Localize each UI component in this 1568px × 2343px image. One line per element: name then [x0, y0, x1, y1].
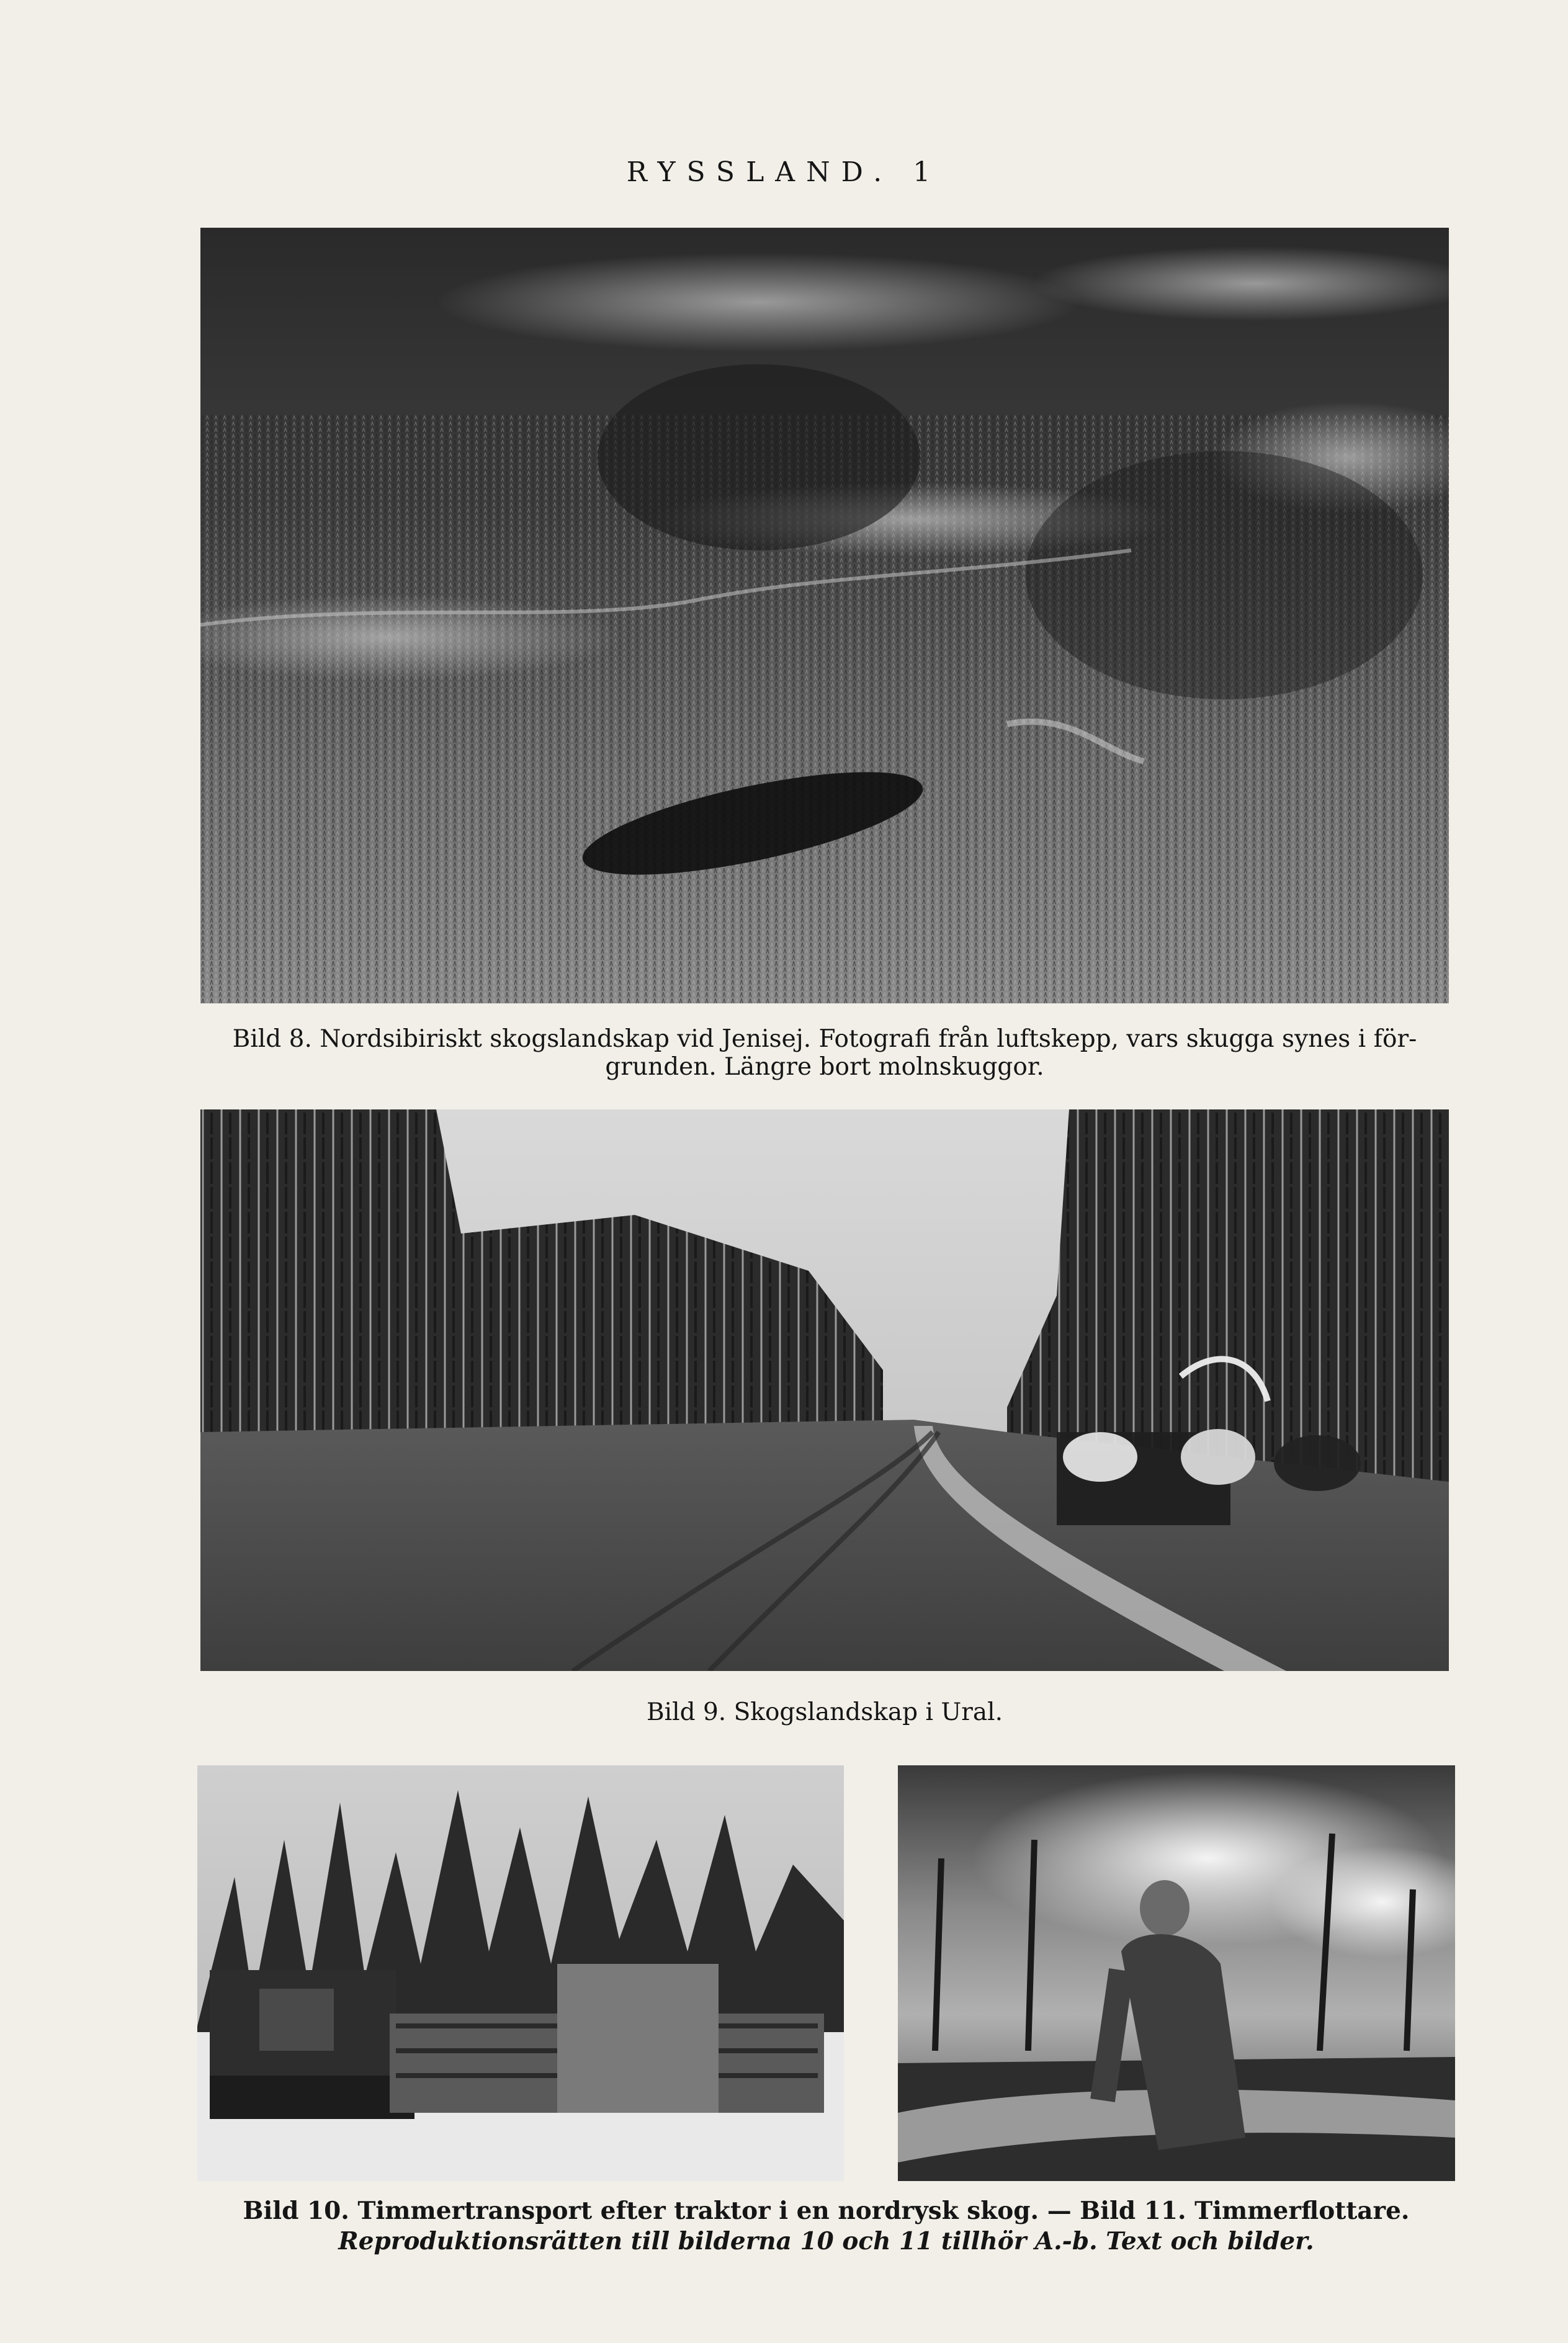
caption-bild-9: Bild 9. Skogslandskap i Ural. [647, 1698, 1003, 1726]
caption-bild-10-11-line1: Bild 10. Timmertransport efter traktor i en nordrysk skog. — Bild 11. Timmerflottare. [243, 2197, 1410, 2225]
timber-transport-image [197, 1765, 844, 2181]
photo-bild-8 [200, 228, 1449, 1003]
photo-bild-9 [200, 1109, 1449, 1671]
caption-bild-8-line1: Bild 8. Nordsibiriskt skogslandskap vid Jenisej. Fotografi från luftskepp, vars skugga synes i för- [232, 1025, 1417, 1053]
page-title: RYSSLAND. 1 [626, 156, 942, 188]
aerial-forest-image [200, 228, 1449, 1003]
ural-forest-image [200, 1109, 1449, 1671]
photo-bild-11 [898, 1765, 1455, 2181]
photo-bild-10 [197, 1765, 844, 2181]
caption-bild-8-line2: grunden. Längre bort molnskuggor. [605, 1053, 1044, 1081]
timber-rafter-image [898, 1765, 1455, 2181]
caption-bild-10-11-line2: Reproduktionsrätten till bilderna 10 och 11 tillhör A.-b. Text och bilder. [338, 2227, 1314, 2256]
